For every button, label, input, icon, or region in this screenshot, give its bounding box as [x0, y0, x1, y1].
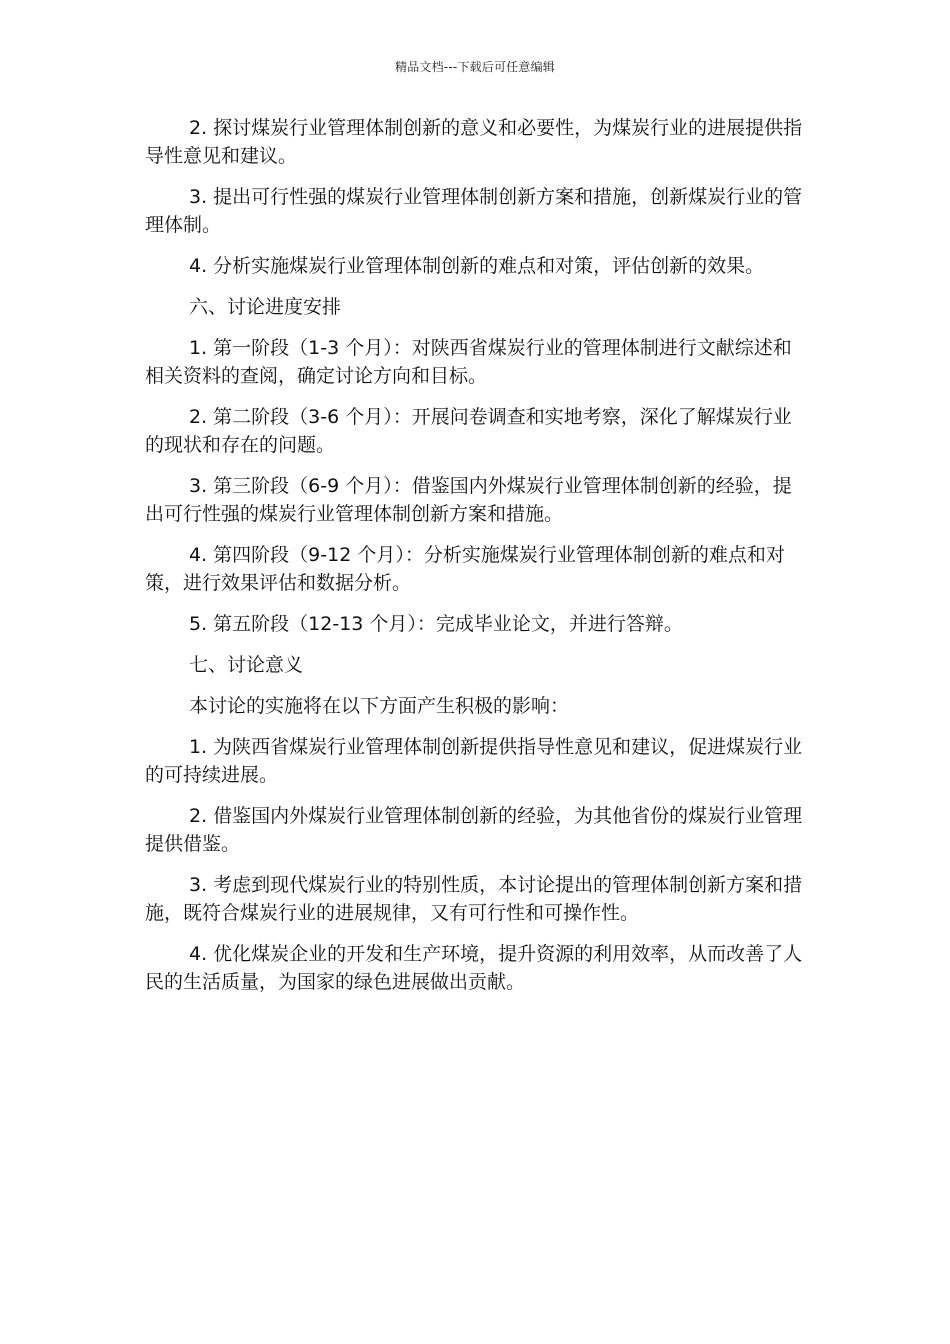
paragraph-significance-1: 1. 为陕西省煤炭行业管理体制创新提供指导性意见和建议，促进煤炭行业的可持续进展。: [145, 736, 803, 786]
paragraph-stage-4: 4. 第四阶段（9-12 个月）：分析实施煤炭行业管理体制创新的难点和对策，进行效果评估和数据分析。: [145, 544, 785, 594]
section-heading-significance: 七、讨论意义: [189, 654, 304, 676]
paragraph-stage-1: 1. 第一阶段（1-3 个月）：对陕西省煤炭行业的管理体制进行文献综述和相关资料的查阅，确定讨论方向和目标。: [145, 337, 792, 387]
section-heading-schedule: 六、讨论进度安排: [189, 296, 342, 318]
paragraph-stage-2: 2. 第二阶段（3-6 个月）：开展问卷调查和实地考察，深化了解煤炭行业的现状和存在的问题。: [145, 406, 792, 456]
page-header: 精品文档---下载后可任意编辑: [395, 60, 555, 74]
paragraph-stage-3: 3. 第三阶段（6-9 个月）：借鉴国内外煤炭行业管理体制创新的经验，提出可行性强的煤炭行业管理体制创新方案和措施。: [145, 475, 792, 525]
paragraph-objective-2: 2. 探讨煤炭行业管理体制创新的意义和必要性，为煤炭行业的进展提供指导性意见和建议。: [145, 117, 803, 167]
paragraph-stage-5: 5. 第五阶段（12-13 个月）：完成毕业论文，并进行答辩。: [189, 613, 683, 635]
paragraph-objective-4: 4. 分析实施煤炭行业管理体制创新的难点和对策，评估创新的效果。: [189, 255, 765, 277]
paragraph-objective-3: 3. 提出可行性强的煤炭行业管理体制创新方案和措施，创新煤炭行业的管理体制。: [145, 186, 803, 236]
paragraph-significance-4: 4. 优化煤炭企业的开发和生产环境，提升资源的利用效率，从而改善了人民的生活质量，为国家的绿色进展做出贡献。: [145, 943, 803, 993]
document-body: [145, 114, 810, 1009]
paragraph-significance-intro: 本讨论的实施将在以下方面产生积极的影响：: [189, 695, 570, 717]
paragraph-significance-2: 2. 借鉴国内外煤炭行业管理体制创新的经验，为其他省份的煤炭行业管理提供借鉴。: [145, 805, 803, 855]
paragraph-significance-3: 3. 考虑到现代煤炭行业的特别性质，本讨论提出的管理体制创新方案和措施，既符合煤炭行业的进展规律，又有可行性和可操作性。: [145, 874, 803, 924]
